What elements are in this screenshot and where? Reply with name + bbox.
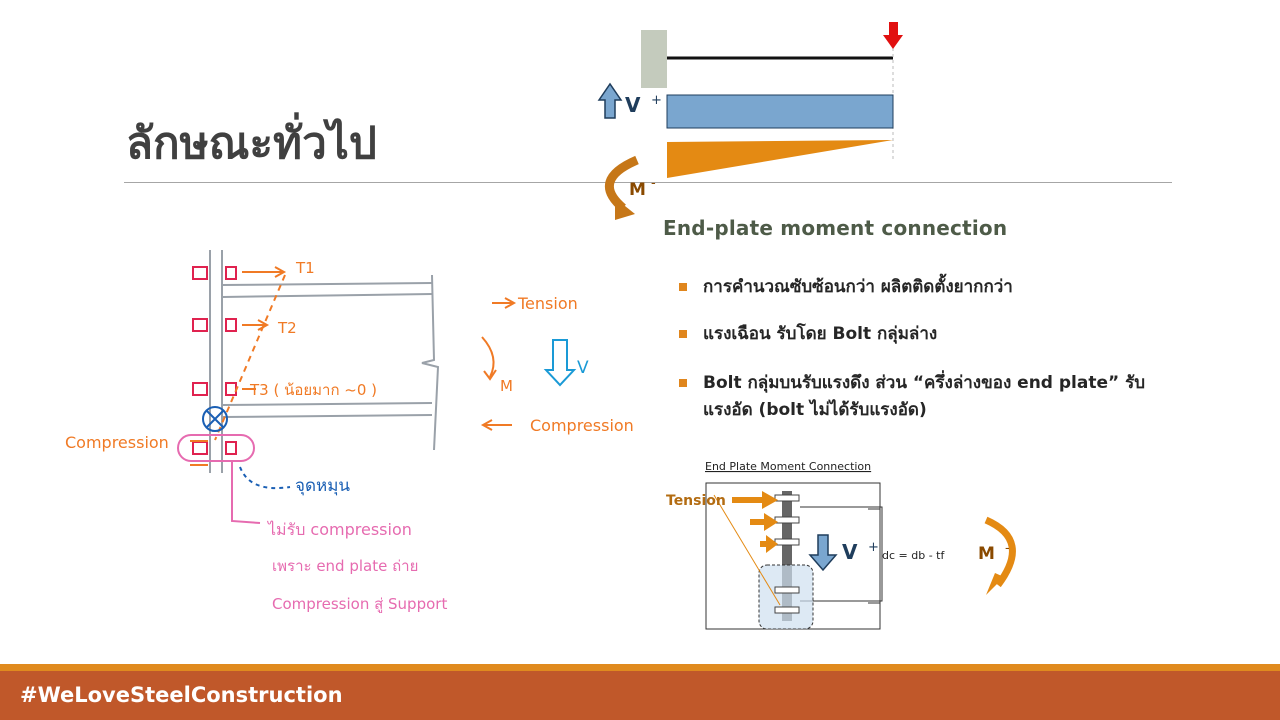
t3-label: T3 ( น้อยมาก ~0 ): [250, 381, 378, 399]
pivot-icon: [203, 407, 290, 488]
bullet-text: Bolt กลุ่มบนรับแรงดึง ส่วน “ครึ่งล่างของ end plate” รับแรงอัด (bolt ไม่ได้รับแรงอัด): [703, 373, 1146, 420]
tension-label: Tension: [518, 294, 578, 313]
note-line-1: ไม่รับ compression: [268, 520, 412, 539]
hand-sketch: [60, 245, 650, 630]
bullet-item: [679, 370, 1159, 424]
shear-up-arrow-icon: [599, 82, 621, 118]
figure-dimension-label: dc = db - tf: [882, 549, 945, 562]
bolt-icons: [193, 267, 236, 454]
slide-subtitle: End-plate moment connection: [663, 216, 1008, 240]
bullet-item: [679, 274, 1159, 301]
bullet-item: [679, 321, 1159, 348]
compression-right-label: Compression: [530, 416, 634, 435]
footer-accent-bar: [0, 664, 1280, 671]
moment-sign: -: [651, 176, 656, 191]
shear-diagram: [667, 95, 893, 128]
figure-caption: End Plate Moment Connection: [705, 460, 872, 473]
sketch-column: [210, 250, 438, 473]
shear-sign: +: [651, 93, 662, 108]
bullet-text: การคำนวณซับซ้อนกว่า ผลิตติดตั้งยากกว่า: [703, 277, 1013, 297]
t1-label: T1: [296, 259, 315, 277]
end-plate-figure: [660, 455, 1040, 635]
bullet-marker: [679, 379, 687, 387]
fixed-support: [641, 30, 667, 88]
slide-title: ลักษณะทั่วไป: [126, 118, 377, 169]
moment-label: M: [500, 377, 513, 395]
v-label: V: [577, 358, 589, 378]
load-diagram: [585, 20, 905, 230]
shear-down-arrow-icon: [546, 340, 574, 385]
compression-left-label: Compression: [65, 433, 169, 452]
pivot-label: จุดหมุน: [295, 476, 351, 496]
point-load-arrow-icon: [883, 22, 903, 49]
moment-label: M: [629, 180, 646, 200]
bullet-text: แรงเฉือน รับโดย Bolt กลุ่มล่าง: [703, 324, 938, 344]
shear-label: V: [625, 93, 641, 117]
bullet-marker: [679, 330, 687, 338]
bullet-marker: [679, 283, 687, 291]
moment-diagram: [667, 140, 893, 178]
t2-label: T2: [278, 319, 297, 337]
figure-moment-sign: -: [1005, 541, 1010, 556]
note-line-2: เพราะ end plate ถ่าย: [272, 557, 419, 575]
figure-tension-label: Tension: [666, 493, 726, 509]
compression-zone: [759, 565, 813, 629]
figure-shear-sign: +: [868, 540, 879, 555]
figure-moment-label: M: [978, 544, 995, 564]
pink-note-marks: [178, 435, 260, 523]
figure-shear-label: V: [842, 540, 858, 564]
note-line-3: Compression สู่ Support: [272, 595, 448, 613]
footer-hashtag: #WeLoveSteelConstruction: [20, 683, 343, 707]
